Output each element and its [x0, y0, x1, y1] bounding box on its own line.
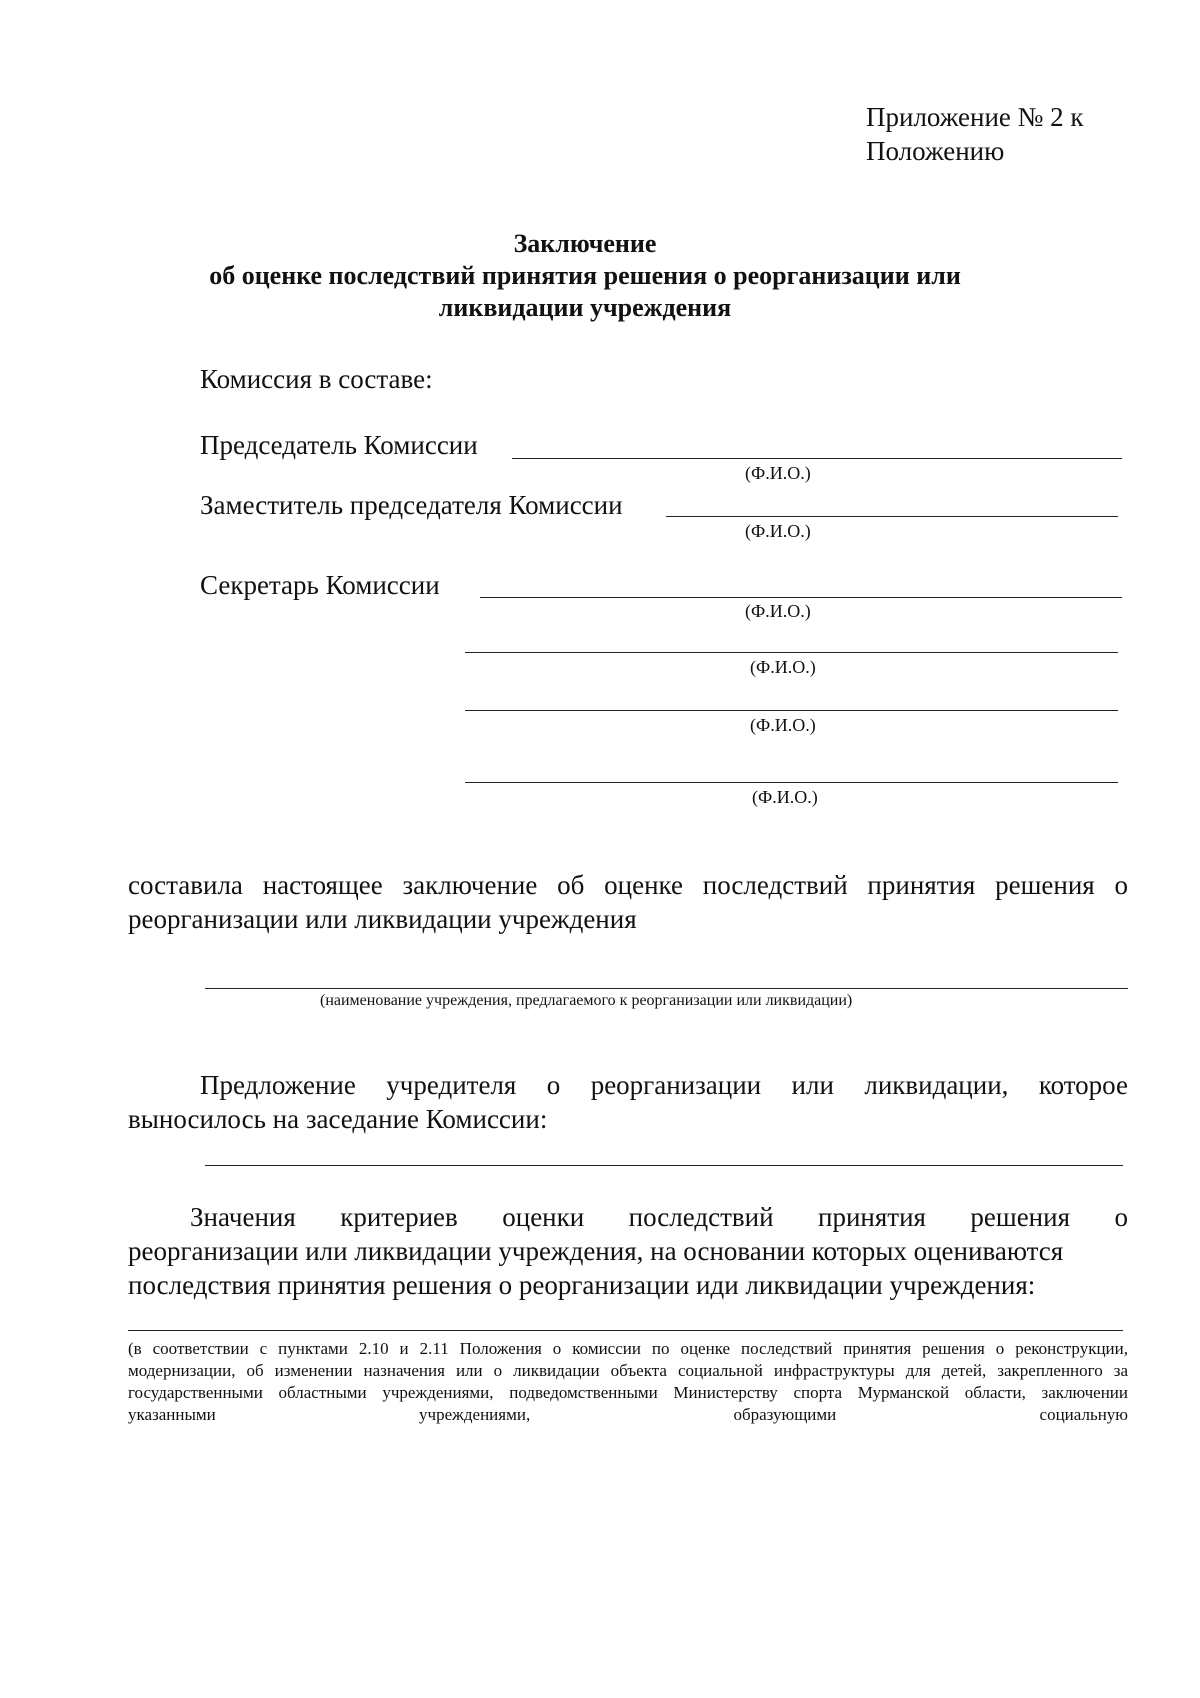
criteria-rest — [128, 1234, 1128, 1302]
conclusion-line-word: решения — [995, 870, 1095, 900]
proposal-line-word: учредителя — [386, 1070, 517, 1100]
criteria-line-word: Значения — [190, 1202, 296, 1232]
institution-caption: (наименование учреждения, предлагаемого к реорганизации или ликвидации) — [320, 992, 853, 1009]
title-line-3: ликвидации учреждения — [438, 293, 732, 322]
appendix-reference — [866, 100, 1084, 168]
proposal-field[interactable] — [205, 1165, 1123, 1166]
criteria-line-word: о — [1114, 1202, 1128, 1232]
criteria-line-word: критериев — [340, 1202, 458, 1232]
commission-label: Комиссия в составе: — [200, 364, 433, 394]
member-fio-caption-3: (Ф.И.О.) — [752, 787, 818, 807]
title-line-2: об оценке последствий принятия решения о реорганизации или — [209, 261, 961, 290]
proposal-line-2: выносилось на заседание Комиссии: — [128, 1104, 548, 1134]
proposal-line-word: которое — [1038, 1070, 1128, 1100]
criteria-line-3: последствия принятия решения о реорганизации иди ликвидации учреждения: — [128, 1270, 1036, 1300]
criteria-line-2: реорганизации или ликвидации учреждения, на основании которых оцениваются — [128, 1236, 1064, 1266]
proposal-line-word: Предложение — [200, 1070, 356, 1100]
conclusion-line-word: заключение — [402, 870, 538, 900]
criteria-line-1 — [190, 1200, 1128, 1234]
secretary-label: Секретарь Комиссии — [200, 570, 440, 600]
member-fio-caption-2: (Ф.И.О.) — [750, 715, 816, 735]
proposal-line-word: или — [791, 1070, 834, 1100]
member-name-field-1[interactable] — [465, 652, 1118, 653]
proposal-first-line-wrap — [200, 1068, 1128, 1102]
conclusion-line-word: оценке — [604, 870, 683, 900]
proposal-line-word: реорганизации — [590, 1070, 762, 1100]
criteria-footnote: (в соответствии с пунктами 2.10 и 2.11 Положения о комиссии по оценке последствий принятия решения о реконструкции, модернизации, об изменении назначения или о ликвидации объекта социальной инфраструктуры для детей, закрепленного за государственными областными учреждениями, подведомственными Министерству спорта Мурманской области, заключении указанными учреждениями, образующими социальную — [128, 1339, 1128, 1424]
conclusion-line-word: последствий — [702, 870, 848, 900]
member-name-field-2[interactable] — [465, 710, 1118, 711]
proposal-line-word: ликвидации, — [864, 1070, 1009, 1100]
chairman-label: Председатель Комиссии — [200, 430, 478, 460]
proposal-line-word: о — [546, 1070, 561, 1100]
appendix-line-2: Положению — [866, 136, 1005, 166]
secretary-row — [200, 570, 1120, 610]
chairman-fio-caption: (Ф.И.О.) — [745, 463, 811, 483]
conclusion-line-word: настоящее — [262, 870, 383, 900]
chairman-row — [200, 430, 1120, 470]
conclusion-paragraph — [128, 868, 1128, 936]
criteria-first-line-wrap — [190, 1200, 1128, 1234]
proposal-line-1 — [200, 1068, 1128, 1102]
secretary-fio-caption: (Ф.И.О.) — [745, 601, 811, 621]
criteria-line-word: последствий — [628, 1202, 774, 1232]
conclusion-line-word: составила — [128, 870, 243, 900]
chairman-name-field[interactable] — [512, 458, 1122, 459]
proposal-second-line-wrap — [128, 1102, 1128, 1136]
conclusion-line-1 — [128, 868, 1128, 902]
deputy-label: Заместитель председателя Комиссии — [200, 490, 623, 520]
criteria-line-word: принятия — [818, 1202, 926, 1232]
deputy-fio-caption: (Ф.И.О.) — [745, 521, 811, 541]
deputy-row — [200, 490, 1120, 530]
institution-name-field[interactable] — [205, 988, 1128, 989]
conclusion-line-word: принятия — [867, 870, 976, 900]
title-line-1: Заключение — [513, 229, 657, 258]
deputy-name-field[interactable] — [666, 516, 1118, 517]
criteria-line-word: оценки — [502, 1202, 585, 1232]
conclusion-line-2: реорганизации или ликвидации учреждения — [128, 904, 637, 934]
document-title — [150, 228, 1020, 324]
member-name-field-3[interactable] — [465, 782, 1118, 783]
conclusion-line-word: об — [557, 870, 585, 900]
appendix-line-1: Приложение № 2 к — [866, 102, 1084, 132]
secretary-name-field[interactable] — [480, 597, 1122, 598]
criteria-field[interactable] — [128, 1330, 1123, 1331]
conclusion-line-word: о — [1114, 870, 1128, 900]
criteria-line-word: решения — [970, 1202, 1070, 1232]
member-fio-caption-1: (Ф.И.О.) — [750, 657, 816, 677]
